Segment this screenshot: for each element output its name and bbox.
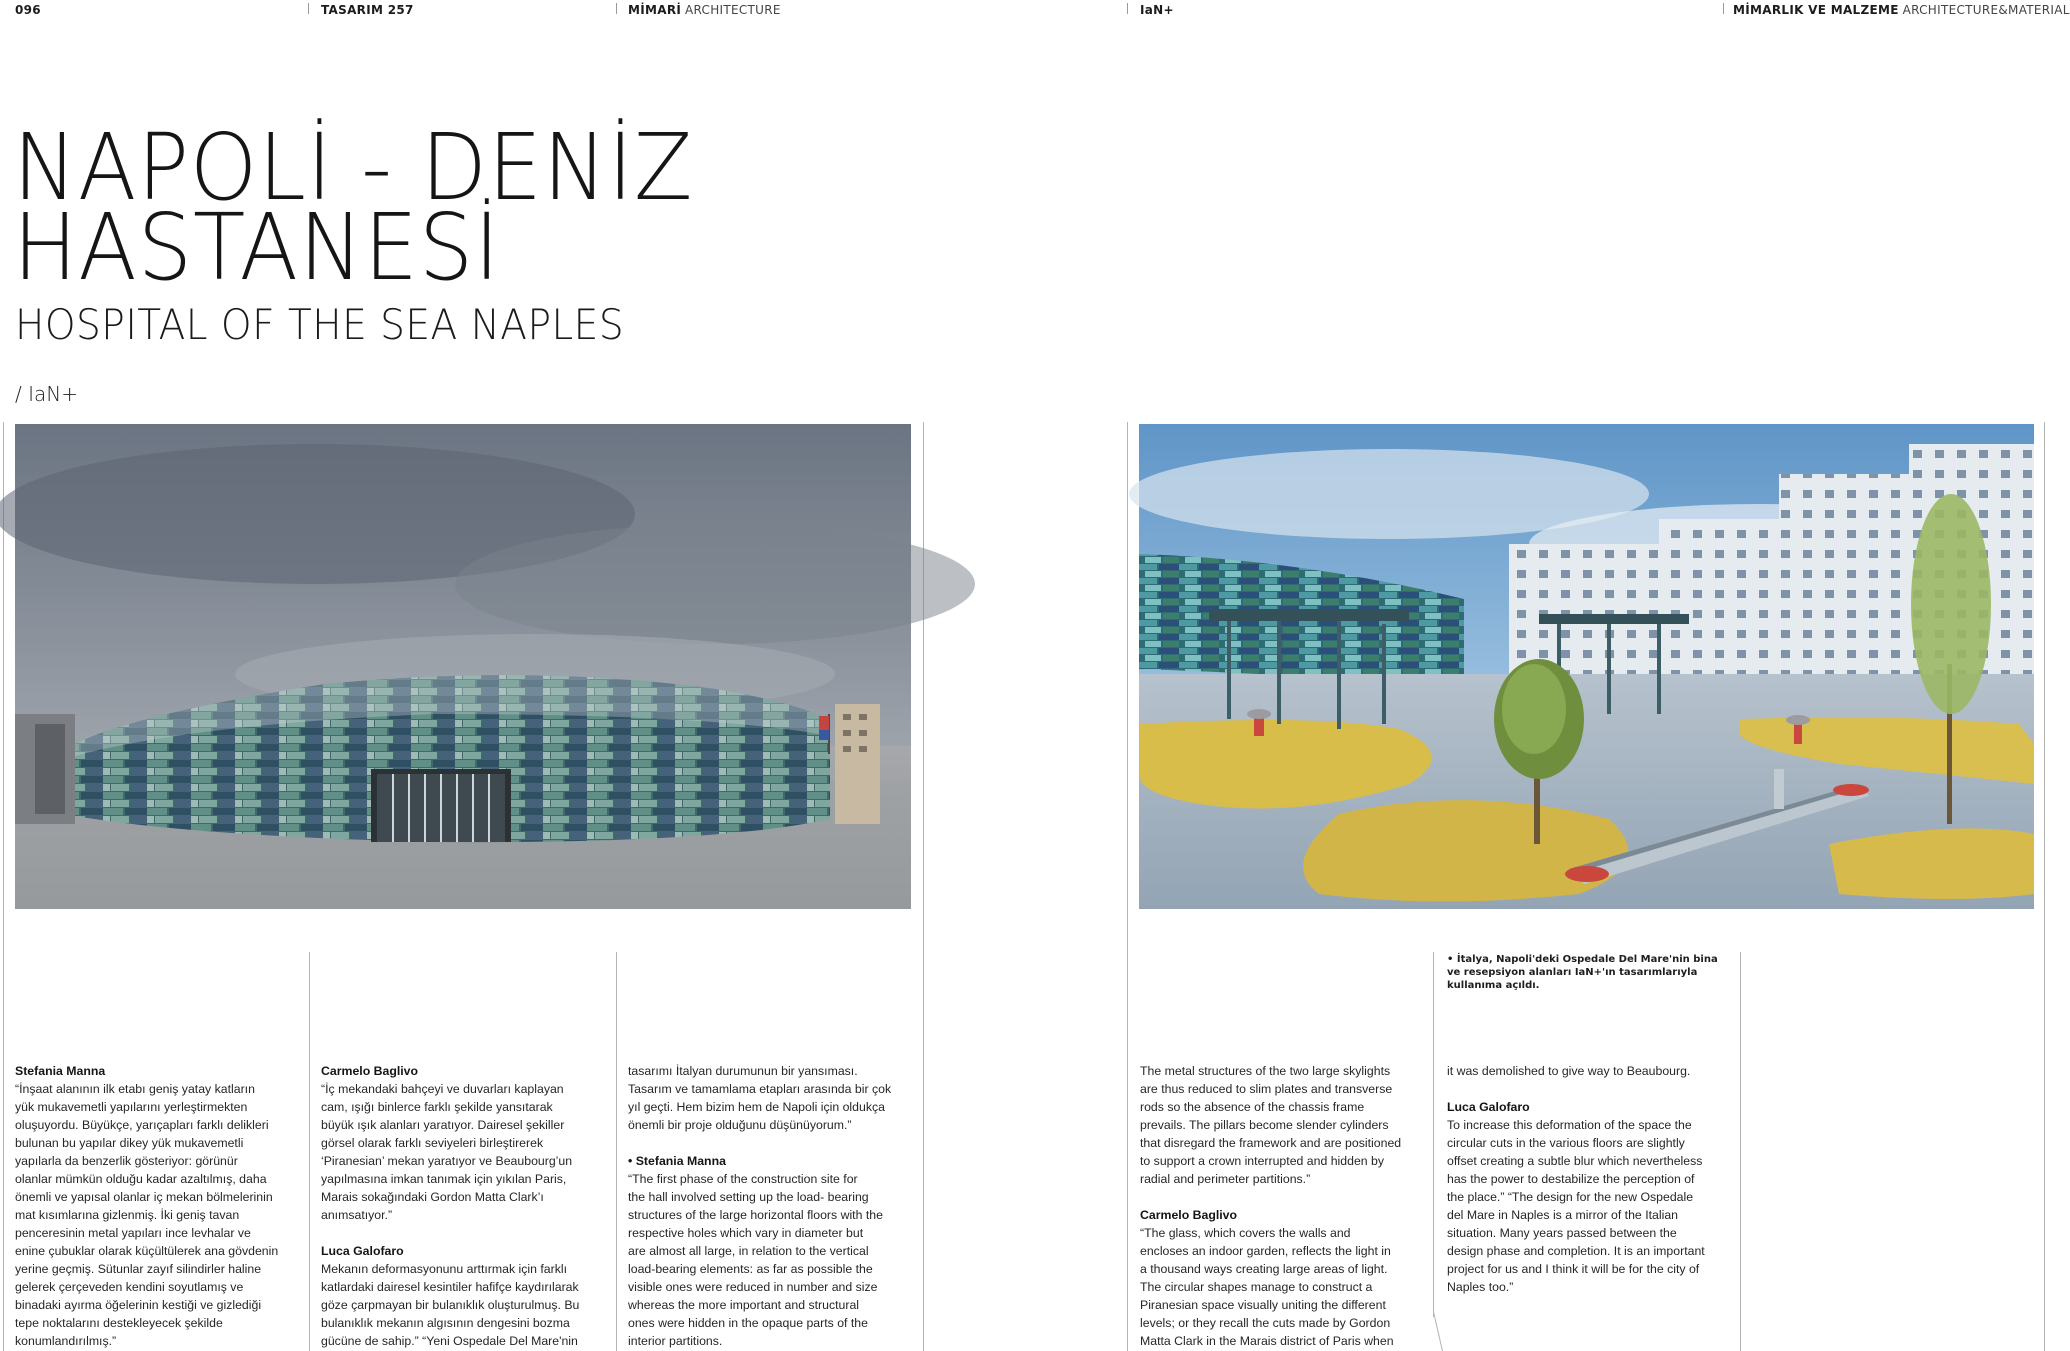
text-line: görsel olarak farklı seviyeleri birleştirerek: [321, 1136, 544, 1150]
text-line: penceresinin metal yapıları ince levhalar ve: [15, 1226, 251, 1240]
text-line: gelerek çerçeveden kendini soyutlamış ve: [15, 1280, 244, 1294]
text-line: yerine geçmiş. Sütunlar zayıf silindirler haline: [15, 1262, 262, 1276]
header-divider: [308, 3, 309, 14]
speaker-name: Carmelo Baglivo: [321, 1064, 419, 1078]
column-rule: [1127, 422, 1128, 1351]
article-title-line: NAPOLİ - DENİZ: [13, 114, 694, 221]
paragraph-gap: [628, 1134, 916, 1152]
text-line: binadaki ayırma öğelerinin kestiği ve gizlediği: [15, 1298, 262, 1312]
text-line: Naples too.”: [1447, 1280, 1514, 1294]
page-number: 096: [15, 3, 41, 17]
text-column-5: [1447, 1062, 1735, 1296]
text-line: respective holes which vary in diameter but: [628, 1226, 864, 1240]
text-line: konumlandırılmış.”: [15, 1334, 117, 1348]
playground-plaza-photo: [1139, 424, 2034, 909]
photo-caption: [1447, 953, 1718, 992]
magazine-issue: TASARIM 257: [321, 3, 414, 17]
text-line: “The first phase of the construction site for: [628, 1172, 858, 1186]
text-line: Piranesian space visually uniting the different: [1140, 1298, 1386, 1312]
column-rule: [2044, 422, 2045, 1351]
speaker-name: Luca Galofaro: [321, 1244, 404, 1258]
text-line: visible ones were reduced in number and size: [628, 1280, 878, 1294]
text-line: önemli ve yapısal olanlar iç mekan bölmelerinin: [15, 1190, 273, 1204]
caption-line: • İtalya, Napoli'deki Ospedale Del Mare'nin bina: [1447, 954, 1718, 965]
text-line: the hall involved setting up the load- bearing: [628, 1190, 869, 1204]
text-line: rods so the absence of the chassis frame: [1140, 1100, 1365, 1114]
text-line: are almost all large, in relation to the vertical: [628, 1244, 869, 1258]
right-section-label: MİMARLIK VE MALZEME ARCHITECTURE&MATERIAL: [1733, 3, 2070, 17]
text-line: önemli bir proje olduğunu düşünüyorum.”: [628, 1118, 852, 1132]
text-line: levels; or they recall the cuts made by Gordon: [1140, 1316, 1391, 1330]
text-line: situation. Many years passed between the: [1447, 1226, 1677, 1240]
text-line: anımsatıyor.”: [321, 1208, 393, 1222]
text-line: interior partitions.: [628, 1334, 723, 1348]
column-rule: [309, 952, 310, 1351]
text-line: enine çubuklar olarak küçültülerek ana gövdenin: [15, 1244, 279, 1258]
text-line: tepe noktalarını destekleyecek şekilde: [15, 1316, 223, 1330]
text-line: load-bearing elements: as far as possible the: [628, 1262, 873, 1276]
text-line: project for us and I think it will be for the city of: [1447, 1262, 1700, 1276]
text-line: The metal structures of the two large skylights: [1140, 1064, 1391, 1078]
architect-credit: / IaN+: [15, 382, 78, 406]
paragraph-gap: [1140, 1188, 1428, 1206]
text-line: bulunan bu yapılar dikey yük mukavemetli: [15, 1136, 244, 1150]
text-line: gücüne de sahip.” “Yeni Ospedale Del Mare'nin: [321, 1334, 578, 1348]
text-line: yıl geçti. Hem bizim hem de Napoli için oldukça: [628, 1100, 885, 1114]
header-divider: [1723, 3, 1724, 14]
text-line: offset creating a subtle blur which nevertheless: [1447, 1154, 1703, 1168]
text-line: “İç mekandaki bahçeyi ve duvarları kaplayan: [321, 1082, 564, 1096]
section-label: MİMARİ ARCHITECTURE: [628, 3, 781, 17]
text-line: “The glass, which covers the walls and: [1140, 1226, 1351, 1240]
text-line: “İnşaat alanının ilk etabı geniş yatay katların: [15, 1082, 255, 1096]
text-line: ones were hidden in the opaque parts of the: [628, 1316, 868, 1330]
text-line: katlardaki dairesel kesintiler hafifçe kaydırılarak: [321, 1280, 579, 1294]
text-line: Tasarım ve tamamlama etapları arasında bir çok: [628, 1082, 892, 1096]
text-line: whereas the more important and structural: [628, 1298, 860, 1312]
caption-line: ve resepsiyon alanları IaN+'ın tasarımlarıyla: [1447, 967, 1698, 978]
caption-line: kullanıma açıldı.: [1447, 980, 1540, 991]
paragraph-gap: [1447, 1080, 1735, 1098]
text-line: encloses an indoor garden, reflects the light in: [1140, 1244, 1391, 1258]
article-title-line: HASTANESİ: [13, 194, 501, 301]
text-line: The circular shapes manage to construct a: [1140, 1280, 1373, 1294]
text-line: structures of the large horizontal floors with the: [628, 1208, 883, 1222]
text-line: to support a crown interrupted and hidden by: [1140, 1154, 1385, 1168]
column-rule: [616, 952, 617, 1351]
text-line: ‘Piranesian’ mekan yaratıyor ve Beaubourg’un: [321, 1154, 573, 1168]
text-column-1: [15, 1062, 303, 1350]
text-line: yapılmasına imkan tanımak için yıkılan Paris,: [321, 1172, 567, 1186]
text-line: it was demolished to give way to Beaubourg.: [1447, 1064, 1691, 1078]
column-rule: [3, 422, 4, 1351]
text-column-2: [321, 1062, 609, 1350]
text-line: that disregard the framework and are positioned: [1140, 1136, 1402, 1150]
text-line: yapılarla da benzerlik gösteriyor: görünür: [15, 1154, 238, 1168]
text-line: Matta Clark in the Marais district of Paris when: [1140, 1334, 1394, 1348]
text-line: Mekanın deformasyonunu arttırmak için farklı: [321, 1262, 568, 1276]
article-subtitle: HOSPITAL OF THE SEA NAPLES: [15, 300, 625, 349]
text-line: radial and perimeter partitions.”: [1140, 1172, 1311, 1186]
text-line: Marais sokağındaki Gordon Matta Clark’ı: [321, 1190, 544, 1204]
text-line: yük mukavemetli yapılarını yerleştirmekten: [15, 1100, 248, 1114]
text-line: tasarımı İtalyan durumunun bir yansıması.: [628, 1064, 858, 1078]
speaker-name: Luca Galofaro: [1447, 1100, 1530, 1114]
firm-label: IaN+: [1140, 3, 1174, 17]
text-line: prevails. The pillars become slender cylinders: [1140, 1118, 1389, 1132]
article-title: [13, 114, 694, 301]
text-column-4: [1140, 1062, 1428, 1350]
text-line: olanlar mümkün olduğu kadar azaltılmış, daha: [15, 1172, 267, 1186]
speaker-name: Stefania Manna: [15, 1064, 106, 1078]
text-line: oluşuyordu. Büyükçe, yarıçapları farklı delikleri: [15, 1118, 269, 1132]
speaker-name: • Stefania Manna: [628, 1154, 726, 1168]
text-line: cam, ışığı binlerce farklı şekilde yansıtarak: [321, 1100, 553, 1114]
text-line: circular cuts in the various floors are slightly: [1447, 1136, 1685, 1150]
text-line: bulanıklık mekanın algısının dengesini bozma: [321, 1316, 570, 1330]
speaker-name: Carmelo Baglivo: [1140, 1208, 1238, 1222]
text-line: To increase this deformation of the space the: [1447, 1118, 1692, 1132]
column-rule: [1433, 952, 1434, 1317]
text-line: büyük ışık alanları yaratıyor. Dairesel şekiller: [321, 1118, 565, 1132]
hospital-exterior-photo: [15, 424, 911, 909]
text-line: the place.” “The design for the new Ospedale: [1447, 1190, 1694, 1204]
column-rule: [1740, 952, 1741, 1351]
text-line: design phase and completion. It is an important: [1447, 1244, 1705, 1258]
paragraph-gap: [321, 1224, 609, 1242]
text-line: are thus reduced to slim plates and transverse: [1140, 1082, 1393, 1096]
text-column-3: [628, 1062, 916, 1350]
text-line: a thousand ways creating large areas of light.: [1140, 1262, 1388, 1276]
text-line: has the power to destabilize the perception of: [1447, 1172, 1695, 1186]
column-rule-angle: [1430, 1312, 1450, 1351]
text-line: del Mare in Naples is a mirror of the Italian: [1447, 1208, 1679, 1222]
text-line: göze çarpmayan bir bulanıklık oluşturulmuş. Bu: [321, 1298, 580, 1312]
header-divider: [1127, 3, 1128, 14]
header-divider: [616, 3, 617, 14]
text-line: mat kısımlarına gizlenmiş. İki geniş tavan: [15, 1208, 240, 1222]
